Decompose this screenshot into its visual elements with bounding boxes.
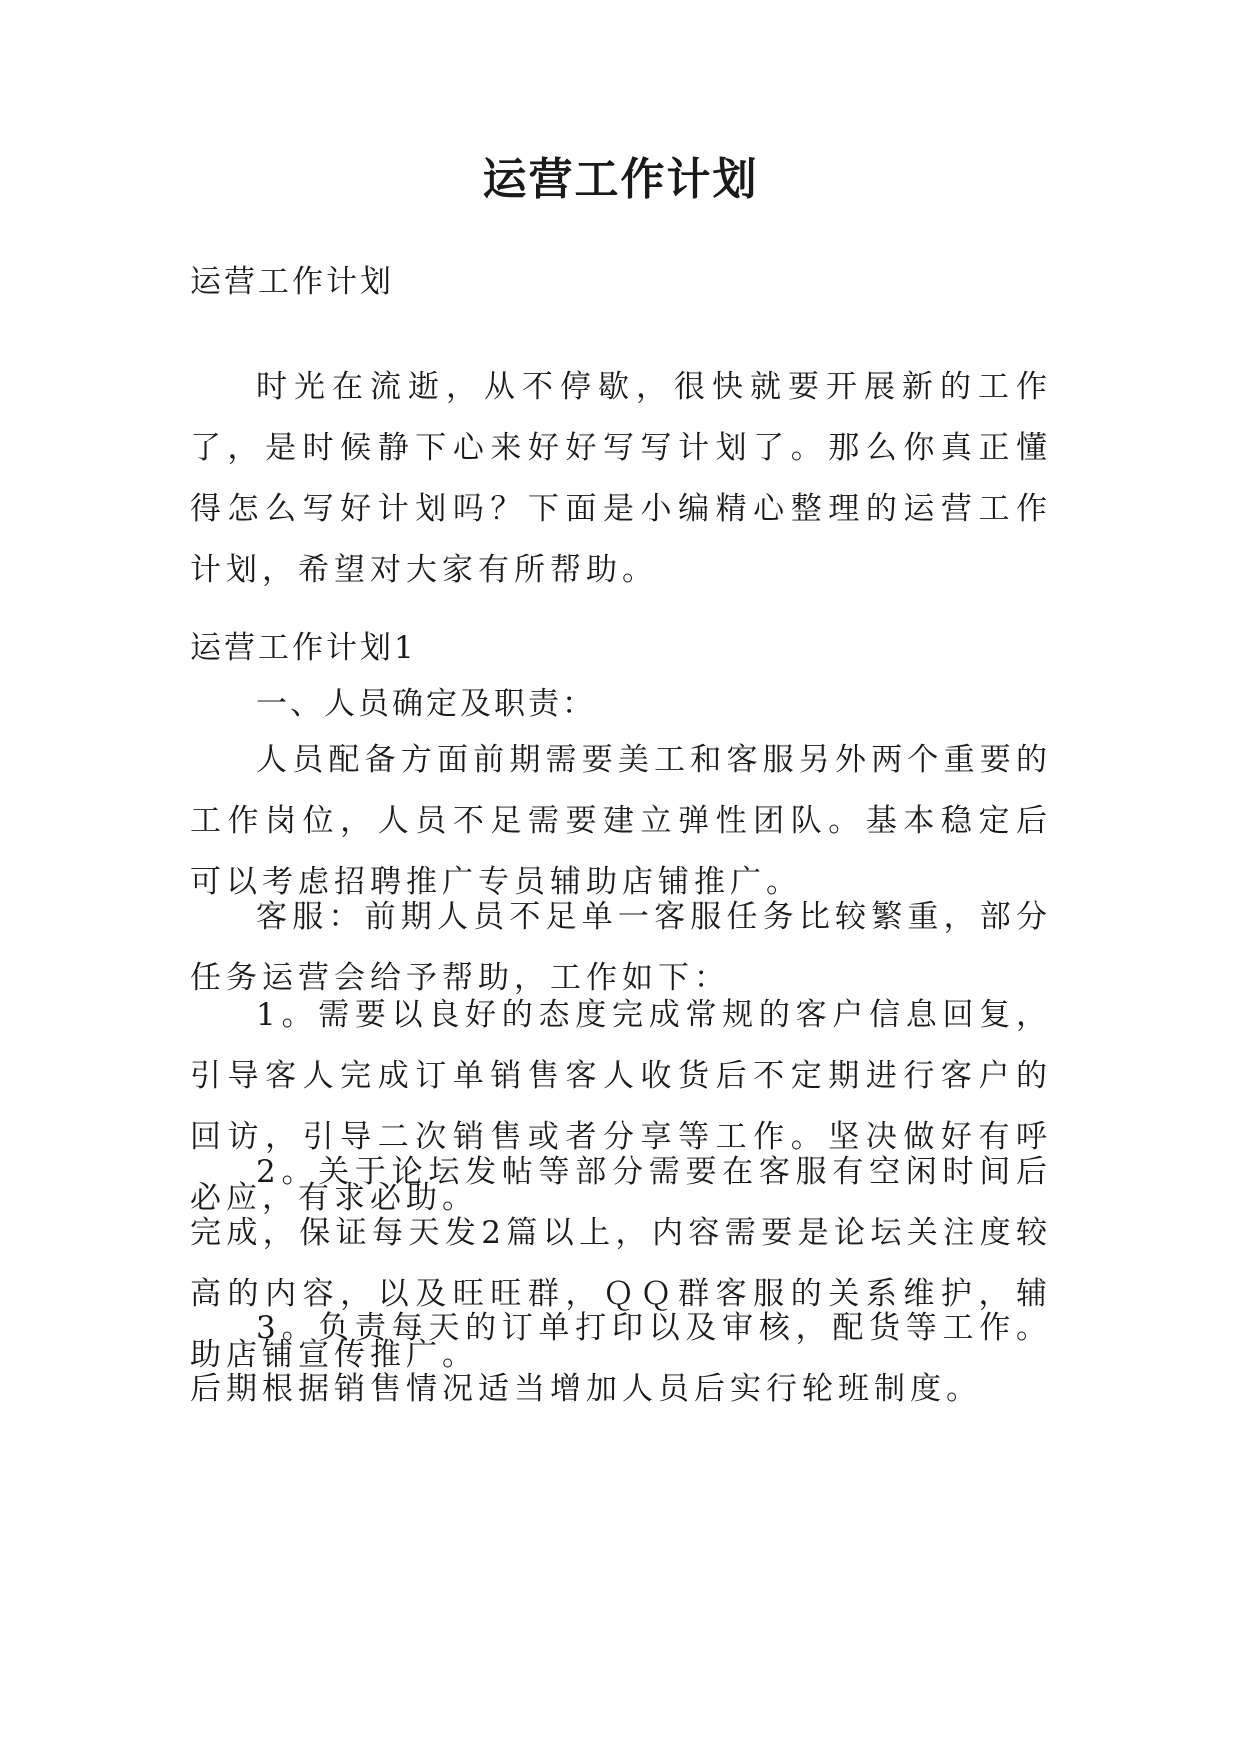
paragraph-item-2: 2。关于论坛发帖等部分需要在客服有空闲时间后完成，保证每天发2篇以上，内容需要是论坛关注度较高的内容，以及旺旺群，ＱＱ群客服的关系维护，辅助店铺宣传推广。 bbox=[190, 1154, 1052, 1373]
section-heading: 运营工作计划1 bbox=[190, 630, 417, 666]
intro-paragraph: 时光在流逝，从不停歇，很快就要开展新的工作了，是时候静下心来好好写写计划了。那么你真正懂得怎么写好计划吗？下面是小编精心整理的运营工作计划，希望对大家有所帮助。 bbox=[190, 369, 1052, 588]
document-subtitle: 运营工作计划 bbox=[190, 264, 394, 300]
paragraph-item-3: 3。负责每天的订单打印以及审核，配货等工作。后期根据销售情况适当增加人员后实行轮班制度。 bbox=[190, 1310, 1052, 1407]
paragraph-staffing: 人员配备方面前期需要美工和客服另外两个重要的工作岗位，人员不足需要建立弹性团队。基本稳定后可以考虑招聘推广专员辅助店铺推广。 bbox=[190, 742, 1052, 900]
document-title: 运营工作计划 bbox=[482, 154, 759, 205]
paragraph-item-1: 1。需要以良好的态度完成常规的客户信息回复，引导客人完成订单销售客人收货后不定期进行客户的回访，引导二次销售或者分享等工作。坚决做好有呼必应，有求必助。 bbox=[190, 997, 1052, 1216]
section-subheading: 一、人员确定及职责： bbox=[256, 686, 596, 722]
paragraph-customer-service: 客服：前期人员不足单一客服任务比较繁重，部分任务运营会给予帮助，工作如下： bbox=[190, 899, 1052, 996]
